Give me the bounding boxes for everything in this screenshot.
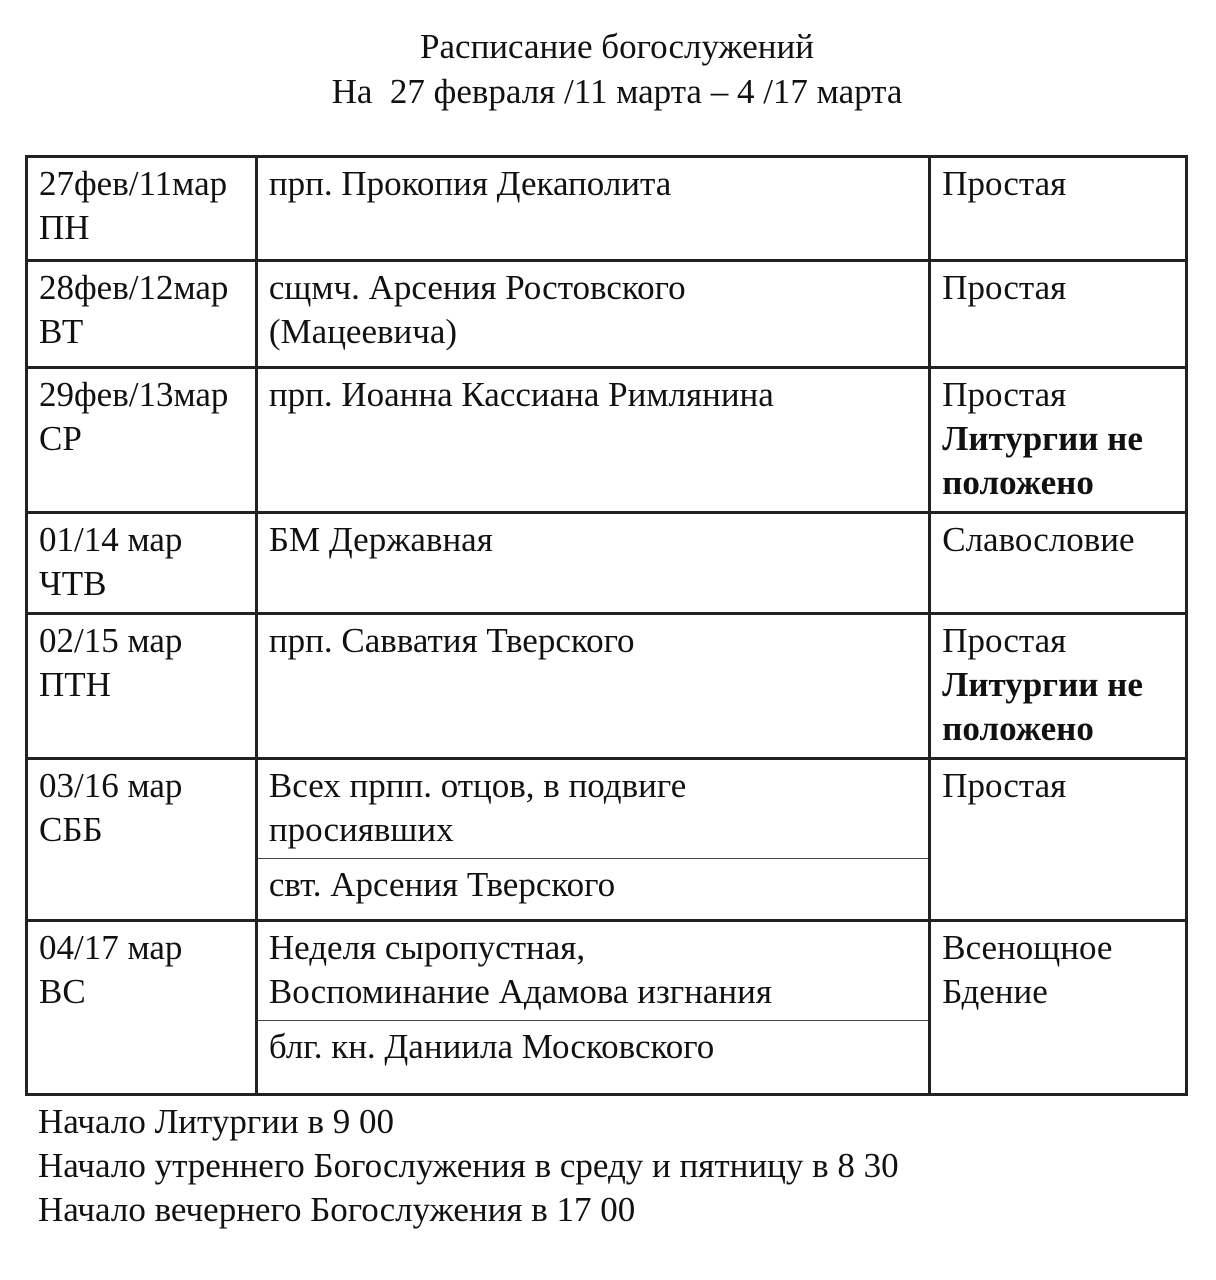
feast-text: прп. Иоанна Кассиана Римлянина [268, 375, 774, 414]
weekday-text: СР [39, 419, 82, 458]
weekday-text: СББ [39, 810, 103, 849]
service-cell [930, 921, 1187, 1095]
table-row [27, 261, 1187, 368]
table-row [27, 513, 1187, 614]
liturgy-start-time: Начало Литургии в 9 00 [38, 1102, 394, 1141]
feast-sub-cell [256, 1021, 929, 1095]
date-text: 28фев/12мар [39, 268, 229, 307]
table-row [27, 759, 1187, 859]
date-cell [27, 261, 257, 368]
title-line-1: Расписание богослужений [420, 27, 814, 66]
service-cell [930, 614, 1187, 759]
feast-text: прп. Прокопия Декаполита [268, 164, 672, 203]
feast-text: Неделя сыропустная, [268, 928, 586, 967]
date-text: 29фев/13мар [39, 375, 229, 414]
weekday-text: ВТ [39, 312, 84, 351]
table-row [27, 368, 1187, 513]
date-cell [27, 921, 257, 1095]
date-cell [27, 759, 257, 921]
service-type: Простая [942, 375, 1067, 414]
feast-cell [256, 157, 929, 261]
feast-cell [256, 368, 929, 513]
feast-text: (Мацеевича) [268, 312, 458, 351]
feast-sub-text: свт. Арсения Тверского [268, 865, 616, 904]
service-cell [930, 157, 1187, 261]
date-text: 02/15 мар [39, 621, 183, 660]
feast-text: просиявших [268, 810, 454, 849]
no-liturgy-note: Литургии не [942, 665, 1143, 704]
service-times [38, 1100, 899, 1232]
service-cell [930, 759, 1187, 921]
service-type: Бдение [942, 972, 1048, 1011]
date-cell [27, 614, 257, 759]
evening-service-time: Начало вечернего Богослужения в 17 00 [38, 1190, 636, 1229]
feast-cell [256, 759, 929, 859]
weekday-text: ЧТВ [39, 564, 107, 603]
feast-cell [256, 261, 929, 368]
feast-text: БМ Державная [268, 520, 493, 559]
document-title [0, 24, 1216, 114]
date-text: 04/17 мар [39, 928, 183, 967]
weekday-text: ПТН [39, 665, 111, 704]
feast-text: сщмч. Арсения Ростовского [268, 268, 686, 307]
feast-sub-cell [256, 859, 929, 921]
date-text: 01/14 мар [39, 520, 183, 559]
service-type: Простая [942, 766, 1067, 805]
date-cell [27, 513, 257, 614]
feast-text: Воспоминание Адамова изгнания [268, 972, 772, 1011]
title-line-2: На 27 февраля /11 марта – 4 /17 марта [331, 72, 903, 111]
no-liturgy-note: положено [942, 709, 1094, 748]
weekday-text: ВС [39, 972, 86, 1011]
service-cell [930, 368, 1187, 513]
service-type: Славословие [942, 520, 1135, 559]
feast-cell [256, 513, 929, 614]
no-liturgy-note: положено [942, 463, 1094, 502]
date-text: 27фев/11мар [39, 164, 228, 203]
feast-cell [256, 921, 929, 1021]
date-cell [27, 368, 257, 513]
feast-cell [256, 614, 929, 759]
schedule-table [25, 155, 1188, 1096]
service-cell [930, 513, 1187, 614]
service-type: Простая [942, 621, 1067, 660]
feast-sub-text: блг. кн. Даниила Московского [268, 1027, 715, 1066]
table-row [27, 921, 1187, 1021]
morning-service-time: Начало утреннего Богослужения в среду и пятницу в 8 30 [38, 1146, 899, 1185]
feast-text: Всех прпп. отцов, в подвиге [268, 766, 687, 805]
table-row [27, 614, 1187, 759]
service-cell [930, 261, 1187, 368]
service-type: Простая [942, 164, 1067, 203]
service-type: Простая [942, 268, 1067, 307]
no-liturgy-note: Литургии не [942, 419, 1143, 458]
weekday-text: ПН [39, 208, 90, 247]
date-text: 03/16 мар [39, 766, 183, 805]
feast-text: прп. Савватия Тверского [268, 621, 635, 660]
service-type: Всенощное [942, 928, 1113, 967]
table-row [27, 157, 1187, 261]
date-cell [27, 157, 257, 261]
